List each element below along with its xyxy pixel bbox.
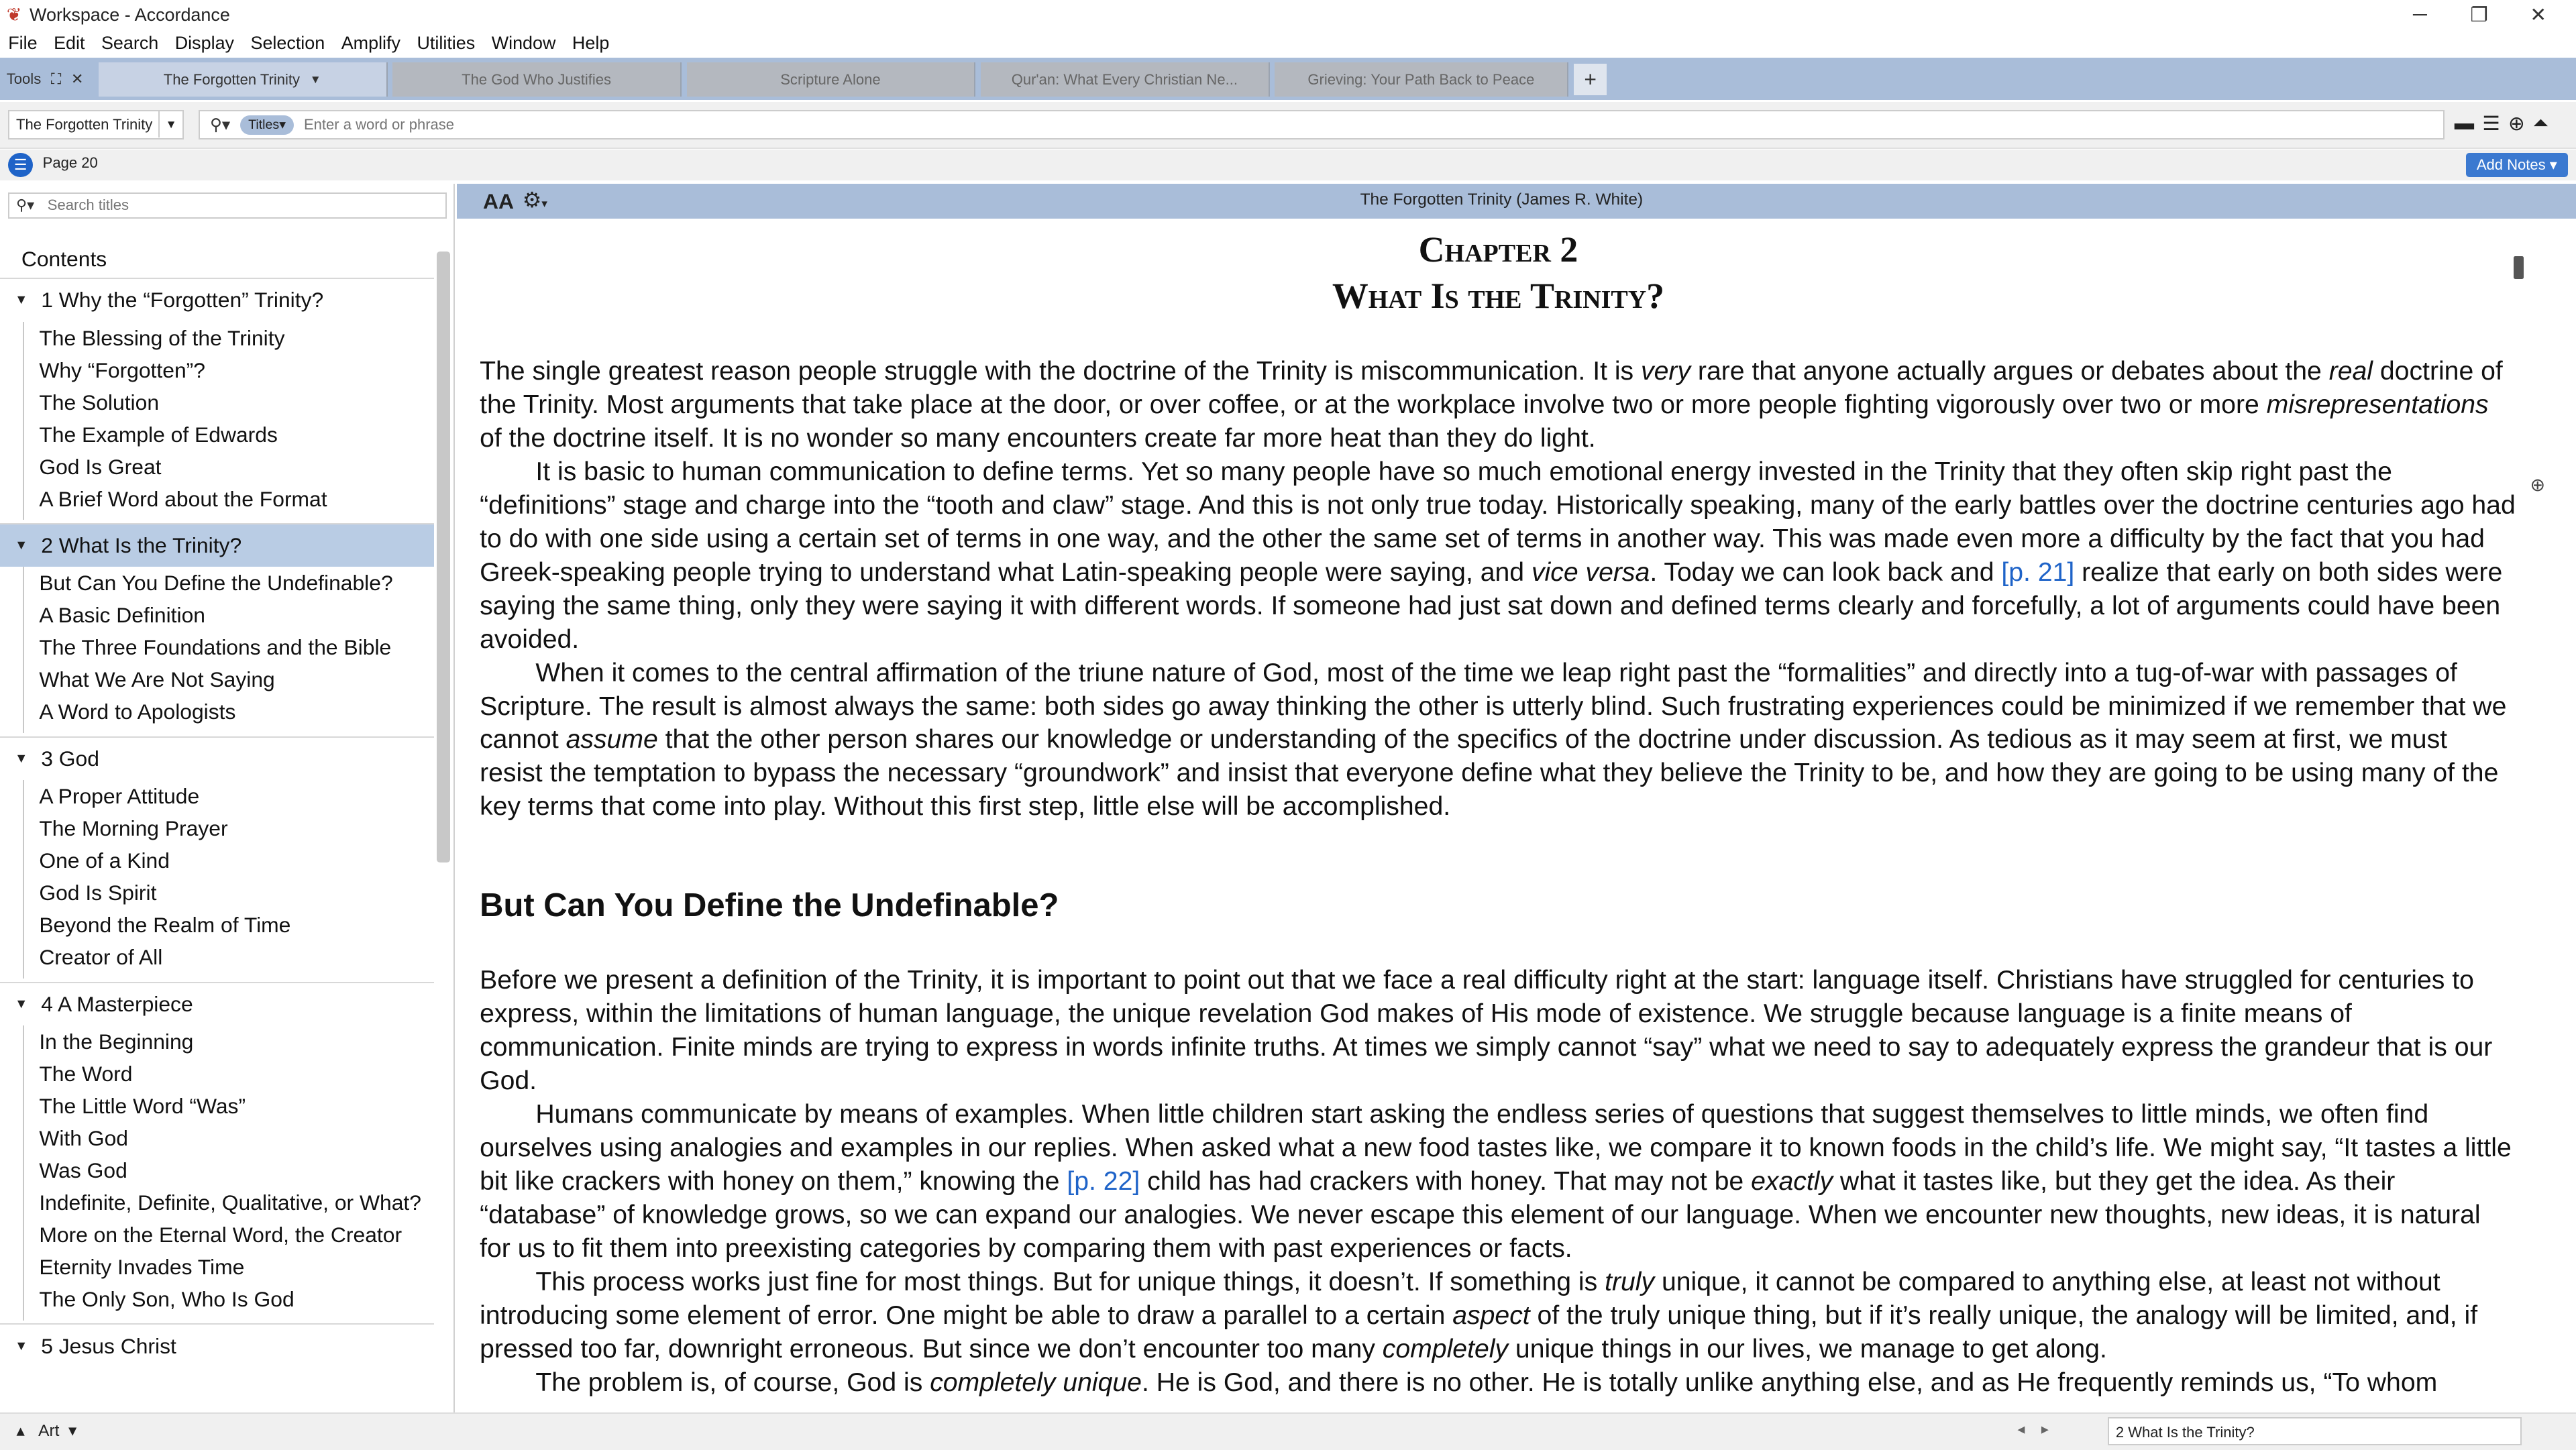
page-label: Page 20: [42, 154, 98, 172]
art-menu[interactable]: ▴ Art ▾: [16, 1421, 77, 1440]
sidebar-search: [8, 192, 447, 219]
amplify-icon[interactable]: ⏶: [2532, 111, 2549, 134]
page-reference-link[interactable]: [p. 22]: [1067, 1167, 1140, 1196]
search-icon[interactable]: ⚲▾: [16, 197, 35, 214]
disclosure-triangle-icon[interactable]: ▼: [15, 292, 28, 308]
toc-item[interactable]: The Three Foundations and the Bible: [39, 635, 392, 660]
menu-help[interactable]: Help: [572, 33, 610, 54]
pane-header: [457, 184, 2576, 218]
contents-header: Contents: [0, 240, 434, 279]
contents-sidebar: [0, 184, 455, 1412]
tab-scripture-alone[interactable]: [687, 62, 976, 97]
toc-chapter-4[interactable]: [0, 983, 434, 1026]
tab-label: Qur'an: What Every Christian Ne...: [1011, 70, 1238, 88]
toc-item[interactable]: One of a Kind: [39, 848, 170, 873]
toc-item[interactable]: God Is Great: [39, 454, 162, 479]
search-icon[interactable]: ⚲▾: [210, 116, 231, 135]
toc-item[interactable]: The Only Son, Who Is God: [39, 1287, 294, 1312]
menu-bar: [0, 30, 2576, 58]
list-view-icon[interactable]: ☰: [2482, 112, 2500, 135]
disclosure-triangle-icon[interactable]: ▼: [15, 751, 28, 766]
toc-subsections: [23, 780, 433, 978]
toc-item[interactable]: A Brief Word about the Format: [39, 486, 327, 511]
toc-item[interactable]: A Basic Definition: [39, 603, 205, 628]
paragraph: This process works just fine for most things. But for unique things, it doesn’t. If something is truly unique, it cannot be compared to anything else, at least not without introducing some element of error. One might be able to draw a parallel to a certain aspect of the truly unique thing, but if it’s really unique, the analogy will be limited, and, if pressed too far, downright erroneous. But since we don’t encounter too many completely unique things in our lives, we manage to get along.: [480, 1268, 2478, 1363]
add-notes-button[interactable]: Add Notes ▾: [2466, 153, 2568, 178]
toc-item[interactable]: The Solution: [39, 390, 160, 414]
add-note-circle-icon[interactable]: ⊕: [2530, 474, 2545, 495]
paragraph: Humans communicate by means of examples. When little children start asking the endless series of questions that suggest themselves to little minds, we often find ourselves using analogies and examples in our replies. When asked what a new food tastes like, we compare it to known foods in the child’s life. We might say, “It tastes a little bit like crackers with honey on them,” knowing the [p. 22] child has had crackers with honey. That may not be exactly what it tastes like, but they get the idea. As their “database” of knowledge grows, so we can expand our analogies. We never escape this element of our language. When we encounter new thoughts, new ideas, it is natural for us to fit them into preexisting categories by comparing them with past experiences or facts.: [480, 1100, 2512, 1264]
paragraph: Before we present a definition of the Trinity, it is important to point out that we face a real difficulty right at the start: language itself. Christians have struggled for centuries to express, within the limitations of human language, the unique revelation God makes of His mode of existence. We struggle because language is a finite means of communication. Finite minds are trying to express in words infinite truths. At times we simply cannot “say” what we need to say to adequately express the grandeur that is our God.: [480, 966, 2493, 1096]
text-selector[interactable]: [8, 110, 184, 140]
chapter-label: 1 Why the “Forgotten” Trinity?: [41, 288, 324, 313]
toc-item[interactable]: With God: [39, 1126, 128, 1151]
toc-chapter-1[interactable]: [0, 279, 434, 322]
nav-arrows[interactable]: ◂ ▸: [2017, 1420, 2049, 1437]
reading-pane: [457, 184, 2576, 1412]
search-row-tools: [2455, 112, 2549, 135]
paragraph: It is basic to human communication to define terms. Yet so many people have so much emotional energy invested in the Trinity that they often skip right past the “definitions” stage and charge into the “tooth and claw” stage. And this is not only true today. Historically speaking, many of the early battles over the doctrine centuries ago had to do with one side using a certain set of terms in one way, and the other the same set of terms in another way. This was made even more a difficulty by the fact that you had Greek-speaking people trying to understand what Latin-speaking people were saying, and vice versa. Today we can look back and [p. 21] realize that early on both sides were saying the same thing, only they were saying it with different words. If someone had just sat down and defined terms clearly and forcefully, a lot of arguments could have been avoided.: [480, 457, 2516, 654]
minimize-button[interactable]: ─: [2412, 3, 2427, 26]
tools-label[interactable]: Tools: [6, 70, 42, 87]
toc-item[interactable]: The Little Word “Was”: [39, 1094, 246, 1119]
search-titles-input[interactable]: [44, 195, 413, 216]
toc-item[interactable]: The Word: [39, 1062, 133, 1086]
page-reference-link[interactable]: [p. 21]: [2001, 557, 2075, 587]
tools-panel-control: [0, 58, 84, 101]
toc-chapter-5[interactable]: [0, 1325, 434, 1368]
toc-item[interactable]: A Proper Attitude: [39, 784, 200, 809]
toc-item[interactable]: Indefinite, Definite, Qualitative, or What?: [39, 1190, 421, 1215]
tab-strip: [0, 58, 2576, 101]
page-row: [0, 150, 2576, 181]
toc-item[interactable]: More on the Eternal Word, the Creator: [39, 1223, 402, 1247]
add-circle-icon[interactable]: ⊕: [2508, 112, 2525, 135]
table-of-contents: [0, 240, 434, 1413]
book-title: The Forgotten Trinity (James R. White): [1360, 190, 1644, 209]
menu-window[interactable]: Window: [491, 33, 556, 54]
close-tools-icon[interactable]: ✕: [71, 70, 84, 87]
toc-chapter-3[interactable]: [0, 738, 434, 781]
gear-icon[interactable]: ⚙▾: [522, 188, 547, 213]
book-text: [480, 227, 2517, 1412]
tab-label: Grieving: Your Path Back to Peace: [1307, 70, 1535, 88]
search-input[interactable]: [301, 115, 1786, 135]
tab-quran[interactable]: [981, 62, 1270, 97]
menu-display[interactable]: Display: [174, 33, 235, 54]
add-notes-label: Add Notes: [2476, 156, 2546, 174]
location-field[interactable]: 2 What Is the Trinity?: [2108, 1417, 2522, 1445]
toc-item[interactable]: Creator of All: [39, 945, 163, 970]
expand-icon[interactable]: ⛶: [50, 70, 62, 87]
chapter-number: Chapter 2: [1418, 229, 1578, 270]
font-size-icon[interactable]: AA: [482, 188, 514, 213]
menu-search[interactable]: Search: [101, 33, 159, 54]
window-title: Workspace - Accordance: [30, 4, 230, 25]
tab-label: The God Who Justifies: [462, 70, 611, 88]
toc-item[interactable]: Why “Forgotten”?: [39, 357, 205, 382]
menu-amplify[interactable]: Amplify: [341, 33, 400, 54]
toc-item[interactable]: God Is Spirit: [39, 881, 157, 905]
menu-file[interactable]: File: [8, 33, 38, 54]
menu-utilities[interactable]: Utilities: [417, 33, 476, 54]
toc-chapter-2[interactable]: [0, 524, 434, 567]
menu-selection[interactable]: Selection: [250, 33, 325, 54]
paragraph: The problem is, of course, God is completely unique. He is God, and there is no other. He is totally unlike anything else, and as He frequently reminds us, “To whom: [535, 1368, 2438, 1397]
disclosure-triangle-icon[interactable]: ▼: [15, 1338, 28, 1353]
chevron-down-icon[interactable]: ▼: [158, 111, 182, 137]
chapter-label: 2 What Is the Trinity?: [41, 533, 242, 558]
titles-field-pill[interactable]: Titles▾: [240, 115, 294, 135]
two-lines-icon[interactable]: ▬: [2454, 111, 2475, 134]
status-bar: [0, 1412, 2576, 1450]
toc-subsections: [23, 567, 433, 732]
toc-item[interactable]: In the Beginning: [39, 1029, 194, 1054]
tab-label: The Forgotten Trinity: [163, 70, 301, 88]
toc-item[interactable]: Was God: [39, 1158, 127, 1183]
disclosure-triangle-icon[interactable]: ▼: [15, 538, 28, 553]
toc-item[interactable]: The Morning Prayer: [39, 816, 228, 841]
toc-item[interactable]: But Can You Define the Undefinable?: [39, 571, 393, 596]
chapter-label: 4 A Masterpiece: [41, 991, 193, 1016]
field-pill-label: Titles: [248, 117, 280, 133]
chapter-label: 3 God: [41, 746, 99, 771]
toc-item[interactable]: A Word to Apologists: [39, 700, 236, 724]
close-button[interactable]: ✕: [2530, 3, 2546, 26]
toc-subsections: [23, 322, 433, 520]
tab-grieving[interactable]: [1275, 62, 1568, 97]
menu-edit[interactable]: Edit: [54, 33, 85, 54]
tab-label: Scripture Alone: [780, 70, 881, 88]
toc-item[interactable]: Beyond the Realm of Time: [39, 913, 291, 938]
toc-toggle-icon[interactable]: ☰: [8, 153, 33, 178]
disclosure-triangle-icon[interactable]: ▼: [15, 996, 28, 1011]
paragraph: The single greatest reason people struggle with the doctrine of the Trinity is miscommunication. It is very rare that anyone actually argues or debates about the real doctrine of the Trinity. Most arguments that take place at the door, or over coffee, or at the workplace involve two or more people fighting vigorously over two or more misrepresentations of the doctrine itself. It is no wonder so many encounters create far more heat than they do light.: [480, 356, 2503, 453]
section-heading: But Can You Define the Undefinable?: [480, 887, 1059, 924]
toc-item[interactable]: Eternity Invades Time: [39, 1255, 245, 1280]
toc-item[interactable]: The Blessing of the Trinity: [39, 325, 285, 350]
chevron-down-icon[interactable]: ▼: [309, 72, 321, 87]
add-tab-button[interactable]: +: [1574, 64, 1607, 95]
toc-item[interactable]: The Example of Edwards: [39, 422, 278, 447]
search-box: [199, 110, 2445, 140]
tab-god-who-justifies[interactable]: [392, 62, 682, 97]
art-label: Art: [38, 1421, 60, 1440]
tab-forgotten-trinity[interactable]: [99, 62, 388, 97]
sidebar-scrollbar[interactable]: [437, 252, 450, 862]
toc-subsections: [23, 1025, 433, 1320]
chapter-label: 5 Jesus Christ: [41, 1333, 176, 1358]
toc-item[interactable]: What We Are Not Saying: [39, 667, 275, 692]
paragraph: When it comes to the central affirmation of the triune nature of God, most of the time we leap right past the “formalities” and directly into a tug-of-war with passages of Scripture. The result is almost always the same: both sides go away thinking the other is utterly blind. Such frustrating experiences could be minimized if we remember that we cannot assume that the other person shares our knowledge or understanding of the specifics of the doctrine under discussion. As tedious as it may seem at first, we must resist the temptation to bypass the necessary “groundwork” and insist that everyone define what they believe the Trinity to be, and how they are going to be using many of the key terms that come into play. Without this first step, little else will be accomplished.: [480, 658, 2507, 822]
chapter-title: What Is the Trinity?: [1332, 275, 1665, 316]
search-row: [0, 102, 2576, 150]
accordance-logo-icon: ❦: [6, 4, 22, 25]
text-selector-label: The Forgotten Trinity: [16, 116, 153, 133]
restore-button[interactable]: ❐: [2470, 3, 2488, 26]
title-bar: [0, 0, 2576, 30]
